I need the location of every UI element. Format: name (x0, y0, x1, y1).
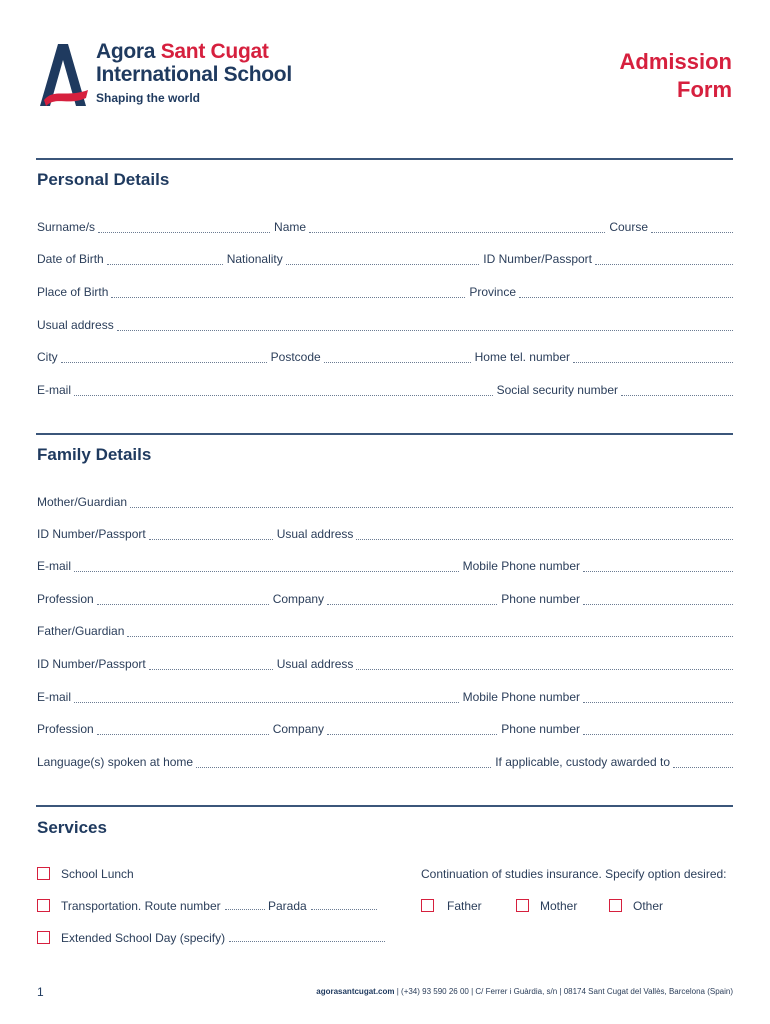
row-languages (37, 755, 733, 771)
family-details-title: Family Details (37, 445, 152, 464)
mother-label: Mother/Guardian (37, 495, 128, 509)
city-field[interactable] (61, 361, 267, 363)
insurance-label: Continuation of studies insurance. Specify option desired: (421, 867, 727, 881)
transportation-checkbox[interactable] (37, 899, 50, 912)
father-id-label: ID Number/Passport (37, 657, 146, 671)
name-label: Name (274, 220, 307, 234)
email-label: E-mail (37, 383, 72, 397)
page-number: 1 (37, 985, 44, 999)
route-number-field[interactable] (225, 908, 265, 910)
mother-id-label: ID Number/Passport (37, 527, 146, 541)
father-field[interactable] (127, 635, 733, 637)
custody-field[interactable] (673, 766, 733, 768)
school-tagline: Shaping the world (96, 91, 200, 105)
row-mother-id (37, 527, 733, 543)
section-divider (36, 158, 733, 160)
insurance-mother-label: Mother (540, 899, 578, 913)
social-security-field[interactable] (621, 394, 733, 396)
school-name-line2: International School (96, 63, 292, 86)
parada-label: Parada (267, 899, 307, 913)
footer-contact (316, 987, 733, 996)
father-mobile-field[interactable] (583, 701, 733, 703)
extended-day-field[interactable] (229, 940, 385, 942)
row-dob (37, 252, 733, 268)
address-field[interactable] (117, 329, 733, 331)
mother-field[interactable] (130, 506, 733, 508)
extended-day-line (61, 931, 385, 945)
mother-id-field[interactable] (149, 538, 273, 540)
row-surname (37, 220, 733, 236)
father-company-field[interactable] (327, 733, 497, 735)
father-label: Father/Guardian (37, 624, 125, 638)
row-address (37, 318, 733, 334)
postcode-label: Postcode (270, 350, 321, 364)
custody-label: If applicable, custody awarded to (495, 755, 670, 769)
home-tel-field[interactable] (573, 361, 733, 363)
surname-field[interactable] (98, 231, 270, 233)
insurance-mother-checkbox[interactable] (516, 899, 529, 912)
services-title: Services (37, 818, 107, 837)
title-line2: Form (677, 77, 732, 102)
extended-day-checkbox[interactable] (37, 931, 50, 944)
mother-company-label: Company (272, 592, 325, 606)
personal-details-title: Personal Details (37, 170, 170, 189)
mother-company-field[interactable] (327, 603, 497, 605)
mother-phone-label: Phone number (501, 592, 580, 606)
row-mother (37, 495, 733, 511)
father-email-field[interactable] (74, 701, 459, 703)
row-birthplace (37, 285, 733, 301)
postcode-field[interactable] (324, 361, 471, 363)
section-divider (36, 805, 733, 807)
school-lunch-checkbox[interactable] (37, 867, 50, 880)
course-field[interactable] (651, 231, 733, 233)
insurance-other-label: Other (633, 899, 664, 913)
home-tel-label: Home tel. number (474, 350, 570, 364)
row-father (37, 624, 733, 640)
father-company-label: Company (272, 722, 325, 736)
document-title (620, 48, 732, 104)
transportation-label: Transportation. Route number (61, 899, 221, 913)
row-city (37, 350, 733, 366)
father-address-label: Usual address (276, 657, 354, 671)
mother-phone-field[interactable] (583, 603, 733, 605)
row-email (37, 383, 733, 399)
school-logo (36, 40, 292, 110)
address-label: Usual address (37, 318, 114, 332)
course-label: Course (609, 220, 648, 234)
mother-address-field[interactable] (356, 538, 733, 540)
title-line1: Admission (619, 49, 732, 74)
father-phone-label: Phone number (501, 722, 580, 736)
row-father-email (37, 690, 733, 706)
transportation-line (61, 899, 377, 913)
mother-profession-label: Profession (37, 592, 94, 606)
id-field[interactable] (595, 263, 733, 265)
birthplace-field[interactable] (111, 296, 465, 298)
social-security-label: Social security number (496, 383, 618, 397)
extended-day-label: Extended School Day (specify) (61, 931, 226, 945)
province-field[interactable] (519, 296, 733, 298)
school-name-line1: Agora Sant Cugat (96, 40, 269, 63)
dob-label: Date of Birth (37, 252, 104, 266)
footer-website[interactable]: agorasantcugat.com (316, 987, 395, 996)
email-field[interactable] (74, 394, 493, 396)
father-id-field[interactable] (149, 668, 273, 670)
nationality-label: Nationality (226, 252, 283, 266)
insurance-other-checkbox[interactable] (609, 899, 622, 912)
footer-address: | (+34) 93 590 26 00 | C/ Ferrer i Guàrdia, s/n | 08174 Sant Cugat del Vallès, Barcelona (Spain) (394, 987, 733, 996)
father-address-field[interactable] (356, 668, 733, 670)
mother-address-label: Usual address (276, 527, 354, 541)
mother-profession-field[interactable] (97, 603, 269, 605)
section-divider (36, 433, 733, 435)
parada-field[interactable] (311, 908, 377, 910)
nationality-field[interactable] (286, 263, 480, 265)
mother-email-field[interactable] (74, 570, 459, 572)
father-mobile-label: Mobile Phone number (462, 690, 580, 704)
father-profession-label: Profession (37, 722, 94, 736)
surname-label: Surname/s (37, 220, 96, 234)
mother-email-label: E-mail (37, 559, 72, 573)
school-logo-mark (36, 40, 92, 110)
row-mother-profession (37, 592, 733, 608)
school-lunch-label: School Lunch (61, 867, 134, 881)
province-label: Province (469, 285, 516, 299)
mother-mobile-label: Mobile Phone number (462, 559, 580, 573)
father-phone-field[interactable] (583, 733, 733, 735)
father-email-label: E-mail (37, 690, 72, 704)
languages-field[interactable] (196, 766, 491, 768)
birthplace-label: Place of Birth (37, 285, 109, 299)
row-father-id (37, 657, 733, 673)
languages-label: Language(s) spoken at home (37, 755, 194, 769)
city-label: City (37, 350, 58, 364)
row-mother-email (37, 559, 733, 575)
id-label: ID Number/Passport (483, 252, 592, 266)
row-father-profession (37, 722, 733, 738)
insurance-father-checkbox[interactable] (421, 899, 434, 912)
dob-field[interactable] (107, 263, 223, 265)
insurance-father-label: Father (447, 899, 482, 913)
name-field[interactable] (309, 231, 605, 233)
father-profession-field[interactable] (97, 733, 269, 735)
mother-mobile-field[interactable] (583, 570, 733, 572)
